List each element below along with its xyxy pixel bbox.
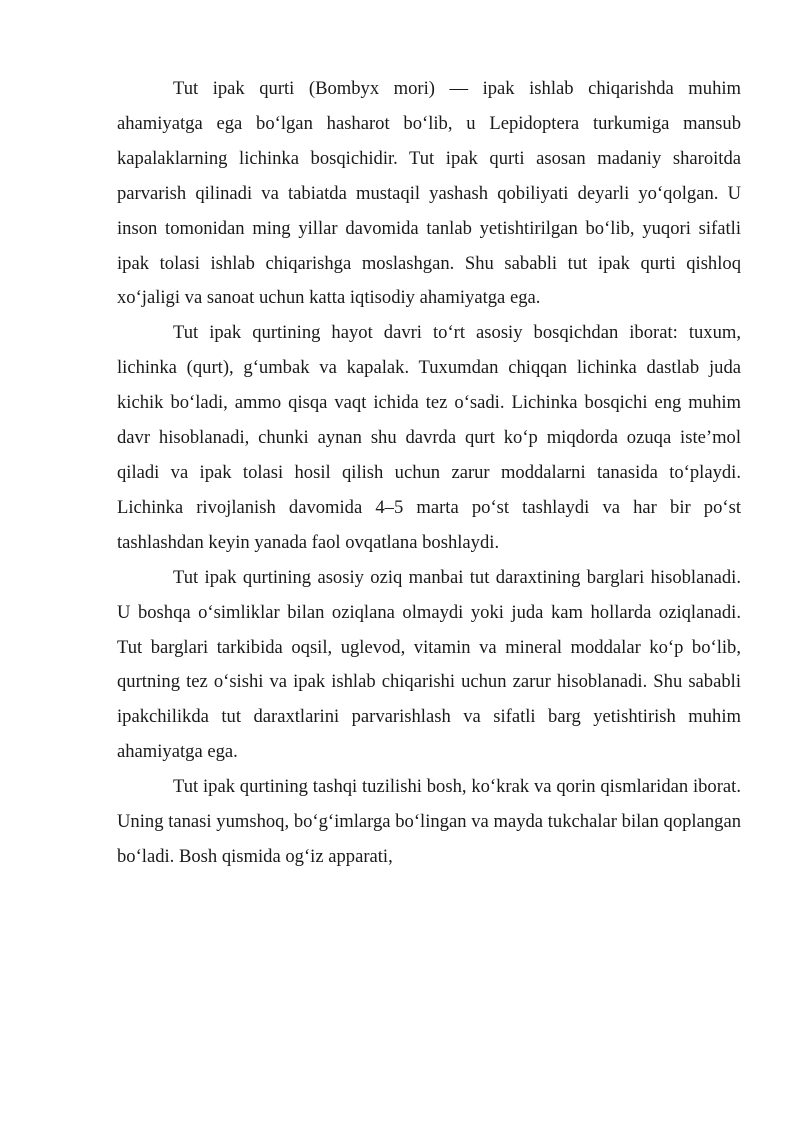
paragraph-intro: Tut ipak qurti (Bombyx mori) — ipak ishlab chiqarishda muhim ahamiyatga ega bo‘lgan hasharot bo‘lib, u Lepidoptera turkumiga mansub kapalaklarning lichinka bosqichidir. Tut ipak qurti asosan madaniy sharoitda parvarish qilinadi va tabiatda mustaqil yashash qobiliyati deyarli yo‘qolgan. U inson tomonidan ming yillar davomida tanlab yetishtirilgan bo‘lib, yuqori sifatli ipak tolasi ishlab chiqarishga moslashgan. Shu sababli tut ipak qurti qishloq xo‘jaligi va sanoat uchun katta iqtisodiy ahamiyatga ega. xyxy=(117,78,741,309)
paragraph-life-cycle: Tut ipak qurtining hayot davri to‘rt asosiy bosqichdan iborat: tuxum, lichinka (qurt), g‘umbak va kapalak. Tuxumdan chiqqan lichinka dastlab juda kichik bo‘ladi, ammo qisqa vaqt ichida tez o‘sadi. Lichinka bosqichi eng muhim davr hisoblanadi, chunki aynan shu davrda qurt ko‘p miqdorda ozuqa iste’mol qiladi va ipak tolasi hosil qilish uchun zarur moddalarni tanasida to‘playdi. Lichinka rivojlanish davomida 4–5 marta po‘st tashlaydi va har bir po‘st tashlashdan keyin yanada faol ovqatlana boshlaydi. xyxy=(117,322,741,553)
paragraph-external-structure: Tut ipak qurtining tashqi tuzilishi bosh, ko‘krak va qorin qismlaridan iborat. Uning tanasi yumshoq, bo‘g‘imlarga bo‘lingan va mayda tukchalar bilan qoplangan bo‘ladi. Bosh qismida og‘iz apparati, xyxy=(117,776,741,867)
paragraph-food-source: Tut ipak qurtining asosiy oziq manbai tut daraxtining barglari hisoblanadi. U boshqa o‘simliklar bilan oziqlana olmaydi yoki juda kam hollarda oziqlanadi. Tut barglari tarkibida oqsil, uglevod, vitamin va mineral moddalar ko‘p bo‘lib, qurtning tez o‘sishi va ipak ishlab chiqarishi uchun zarur hisoblanadi. Shu sababli ipakchilikda tut daraxtlarini parvarishlash va sifatli barg yetishtirish muhim ahamiyatga ega. xyxy=(117,566,741,763)
document-page xyxy=(117,72,741,875)
